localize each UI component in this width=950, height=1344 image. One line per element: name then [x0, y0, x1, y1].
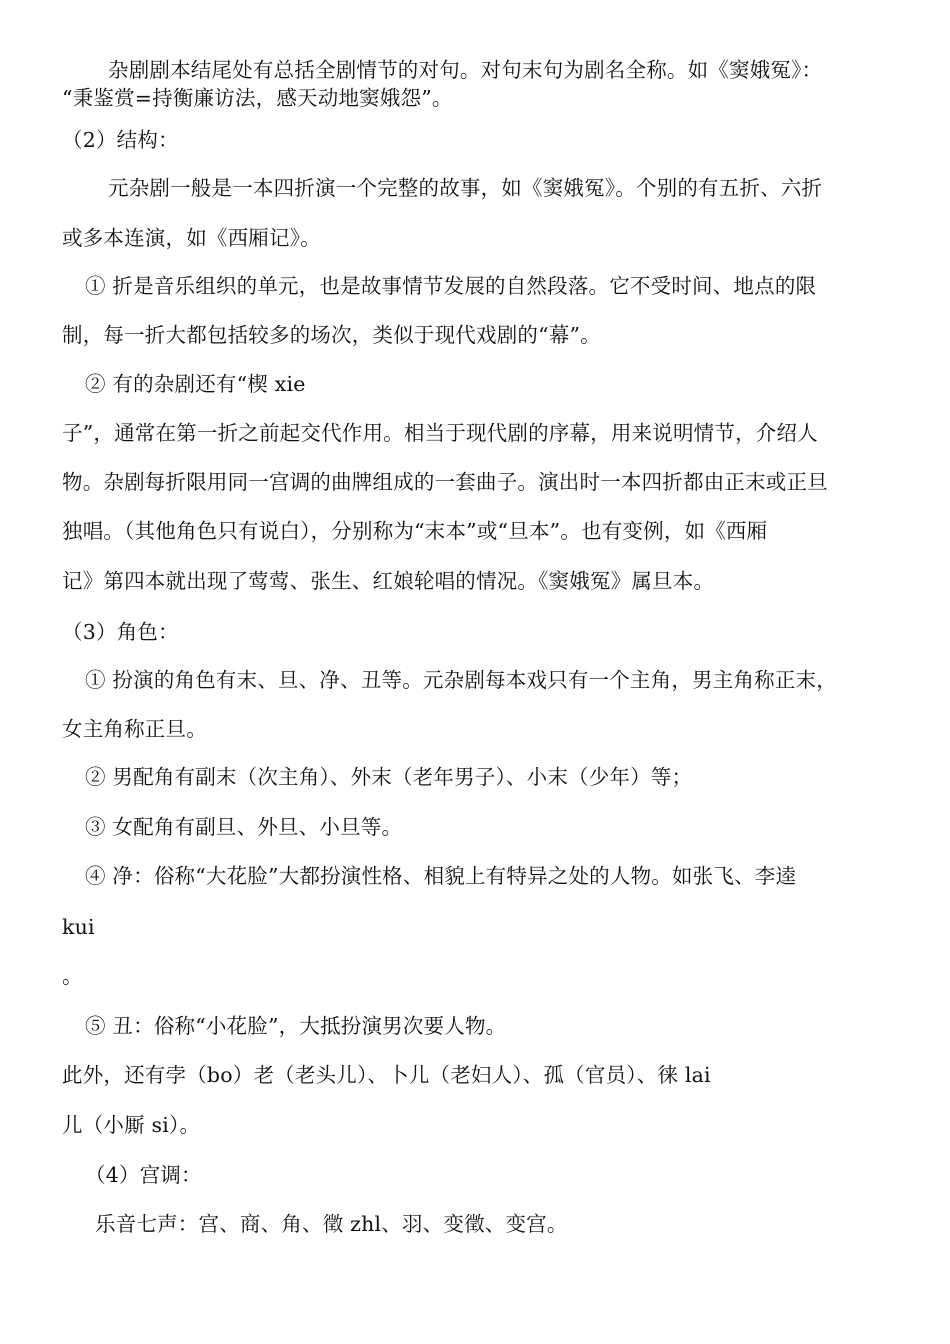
roles-item-3: ③ 女配角有副旦、外旦、小旦等。	[85, 815, 403, 839]
paragraph-line-9: 此外，还有孛（bo）老（老头儿）、卜儿（老妇人）、孤（官员）、徕 lai	[62, 1063, 711, 1087]
roles-item-5: ⑤ 丑：俗称“小花脸”，大抵扮演男次要人物。	[85, 1014, 507, 1038]
paragraph-line-8: 记》第四本就出现了莺莺、张生、红娘轮唱的情况。《窦娥冤》属旦本。	[62, 569, 715, 593]
paragraph-line-7: 独唱。（其他角色只有说白），分别称为“末本”或“旦本”。也有变例，如《西厢	[62, 519, 768, 543]
list-item-1-line-1: ① 折是音乐组织的单元，也是故事情节发展的自然段落。它不受时间、地点的限	[85, 274, 817, 298]
list-item-1-line-2: 制，每一折大都包括较多的场次，类似于现代戏剧的“幕”。	[62, 323, 601, 347]
paragraph-line-4: 或多本连演，如《西厢记》。	[62, 226, 321, 250]
roles-item-4-line-2: kui	[62, 915, 95, 939]
roles-item-4-line-1: ④ 净：俗称“大花脸”大都扮演性格、相貌上有特异之处的人物。如张飞、李逵	[85, 864, 797, 888]
roles-item-4-line-3: 。	[62, 964, 83, 988]
paragraph-line-6: 物。杂剧每折限用同一宫调的曲牌组成的一套曲子。演出时一本四折都由正末或正旦	[62, 470, 828, 494]
list-item-2-line-1: ② 有的杂剧还有“楔 xie	[85, 372, 306, 396]
paragraph-line-1: 杂剧剧本结尾处有总括全剧情节的对句。对句末句为剧名全称。如《窦娥冤》：	[108, 58, 823, 82]
paragraph-line-3: 元杂剧一般是一本四折演一个完整的故事，如《窦娥冤》。个别的有五折、六折	[108, 176, 823, 200]
roles-item-2: ② 男配角有副末（次主角）、外末（老年男子）、小末（少年）等；	[85, 765, 693, 789]
roles-item-1-line-2: 女主角称正旦。	[62, 717, 207, 741]
paragraph-line-5: 子”，通常在第一折之前起交代作用。相当于现代剧的序幕，用来说明情节，介绍人	[62, 421, 818, 445]
paragraph-line-11: 乐音七声：宫、商、角、徵 zhl、羽、变徵、变宫。	[95, 1212, 568, 1236]
roles-item-1-line-1: ① 扮演的角色有末、旦、净、丑等。元杂剧每本戏只有一个主角，男主角称正末，	[85, 668, 837, 692]
section-heading-modes: （4）宫调：	[85, 1163, 202, 1187]
section-heading-roles: （3）角色：	[62, 620, 179, 644]
paragraph-line-2: “秉鉴赏=持衡廉访法，感天动地窦娥怨”。	[62, 86, 453, 110]
section-heading-structure: （2）结构：	[62, 128, 179, 152]
paragraph-line-10: 儿（小厮 si）。	[62, 1113, 201, 1137]
